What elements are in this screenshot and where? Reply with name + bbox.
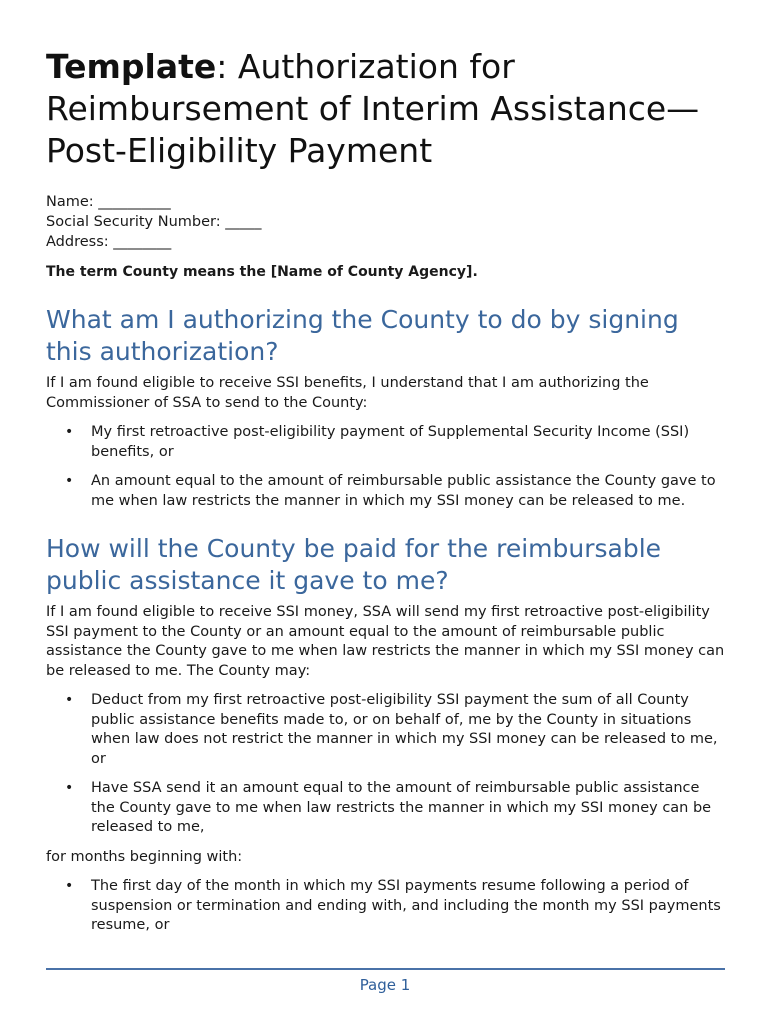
bullet: • xyxy=(65,878,74,894)
months-list xyxy=(46,877,726,936)
document-page xyxy=(46,46,726,946)
list-item-text: Have SSA send it an amount equal to the amount of reimbursable public assistance the County gave to me when law restricts the manner in which my SSI money can be released to me, xyxy=(91,780,712,835)
bullet: • xyxy=(65,424,74,440)
list-item-text: The first day of the month in which my SSI payments resume following a period of suspension or termination and ending with, and including the month my SSI payments resume, or xyxy=(91,878,721,933)
footer-divider xyxy=(46,968,725,970)
list-item xyxy=(46,472,726,511)
list-item-text: Deduct from my first retroactive post-eligibility SSI payment the sum of all County public assistance benefits made to, or on behalf of, me by the County in situations when law does not restrict the manner in which my SSI money can be released to me, or xyxy=(91,692,718,767)
page-number: Page 1 xyxy=(359,976,411,994)
section-2-intro: If I am found eligible to receive SSI money, SSA will send my first retroactive post-eligibility SSI payment to the County or an amount equal to the amount of reimbursable public assistance the County gave to me when law restricts the manner in which my SSI money can be released to me. The County may: xyxy=(46,604,725,679)
section-1-heading: What am I authorizing the County to do by signing this authorization? xyxy=(46,305,679,366)
section-1-list xyxy=(46,423,726,511)
list-item-text: My first retroactive post-eligibility payment of Supplemental Security Income (SSI) benefits, or xyxy=(91,424,690,460)
title-rest: : Authorization for Reimbursement of Interim Assistance—Post-Eligibility Payment xyxy=(46,47,700,170)
address-field: Address: ________ xyxy=(46,234,172,250)
bullet: • xyxy=(65,692,74,708)
list-item xyxy=(46,877,726,936)
list-item xyxy=(46,423,726,462)
section-2-list xyxy=(46,691,726,838)
section-1-intro: If I am found eligible to receive SSI benefits, I understand that I am authorizing the Commissioner of SSA to send to the County: xyxy=(46,375,649,411)
term-definition: The term County means the [Name of County Agency]. xyxy=(46,264,478,280)
list-item xyxy=(46,691,726,769)
ssn-field: Social Security Number: _____ xyxy=(46,214,262,230)
bullet: • xyxy=(65,780,74,796)
title-bold: Template xyxy=(46,47,217,86)
list-item-text: An amount equal to the amount of reimbursable public assistance the County gave to me when law restricts the manner in which my SSI money can be released to me. xyxy=(91,473,716,509)
applicant-fields xyxy=(46,192,726,252)
bullet: • xyxy=(65,473,74,489)
list-item xyxy=(46,779,726,838)
months-intro: for months beginning with: xyxy=(46,848,243,865)
document-title xyxy=(46,46,726,172)
section-2-heading: How will the County be paid for the reimbursable public assistance it gave to me? xyxy=(46,534,662,595)
name-field: Name: __________ xyxy=(46,194,171,210)
